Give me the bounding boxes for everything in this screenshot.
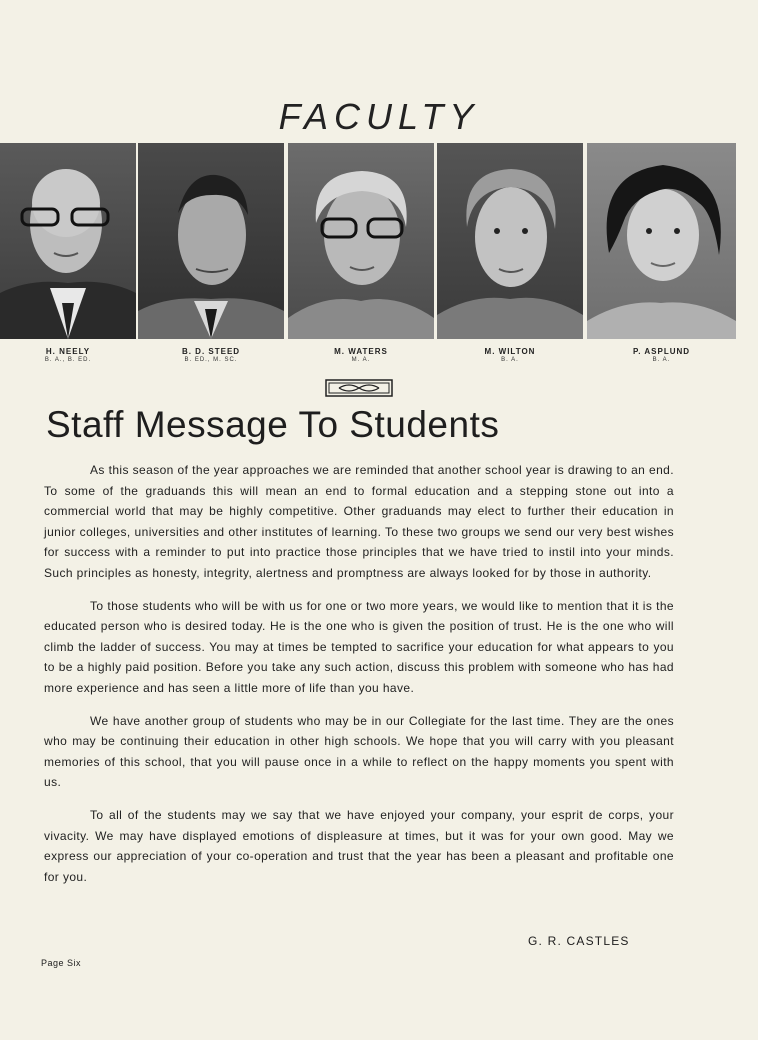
- faculty-portrait: [138, 143, 284, 339]
- message-paragraph: We have another group of students who may be in our Collegiate for the last time. They are the ones who may be continuing their education in other high schools. We hope that you will carry with you pleasant memories of this school, that you will pause once in a while to reflect on the happy moments you spent with us.: [44, 713, 674, 790]
- faculty-portrait: [288, 143, 434, 339]
- faculty-degrees: B. A.: [652, 357, 671, 363]
- page-number: Page Six: [41, 958, 82, 968]
- faculty-name: H. NEELY: [45, 347, 91, 356]
- faculty-degrees: B. A.: [501, 357, 519, 363]
- faculty-degrees: B. ED., M. SC.: [184, 357, 238, 363]
- ornament-divider-icon: [325, 379, 393, 397]
- faculty-name: P. ASPLUND: [632, 347, 691, 356]
- message-heading: Staff Message To Students: [46, 404, 500, 445]
- message-paragraph: To all of the students may we say that we have enjoyed your company, your esprit de corps, your vivacity. We may have displayed emotions of displeasure at times, but it was for your own good. May we express our appreciation of your co-operation and trust that the year has been a pleasant and profitable one for you.: [44, 807, 674, 884]
- section-title: FACULTY: [278, 96, 480, 137]
- faculty-portrait: [437, 143, 583, 339]
- faculty-portrait: [587, 143, 736, 339]
- signature: G. R. CASTLES: [528, 934, 630, 948]
- faculty-degrees: B. A., B. ED.: [44, 357, 92, 363]
- message-paragraph: To those students who will be with us for one or two more years, we would like to mention that it is the educated person who is desired today. He is the one who is given the position of trust. He is the one who will climb the ladder of success. You may at times be tempted to sacrifice your education for what appears to you to be a highly paid position. Before you take any such action, discuss this problem with someone who has had more experience and has seen a little more of life than you have.: [44, 598, 674, 695]
- faculty-name: M. WATERS: [334, 347, 388, 356]
- message-paragraph: As this season of the year approaches we are reminded that another school year is drawing to an end. To some of the graduands this will mean an end to formal education and a stepping stone out into a commercial world that may be highly competitive. Other graduands may elect to further their education in junior colleges, universities and other institutes of learning. To these two groups we send our very best wishes for success with a reminder to put into practice those principles that we have tried to instil into your minds. Such principles as honesty, integrity, alertness and promptness are always looked for by those in authority.: [44, 463, 674, 580]
- faculty-degrees: M. A.: [351, 357, 371, 363]
- faculty-name: M. WILTON: [484, 347, 536, 356]
- faculty-portrait: [0, 143, 136, 339]
- faculty-photo-row: [0, 143, 758, 368]
- message-body: [44, 460, 674, 899]
- faculty-name: B. D. STEED: [181, 347, 241, 356]
